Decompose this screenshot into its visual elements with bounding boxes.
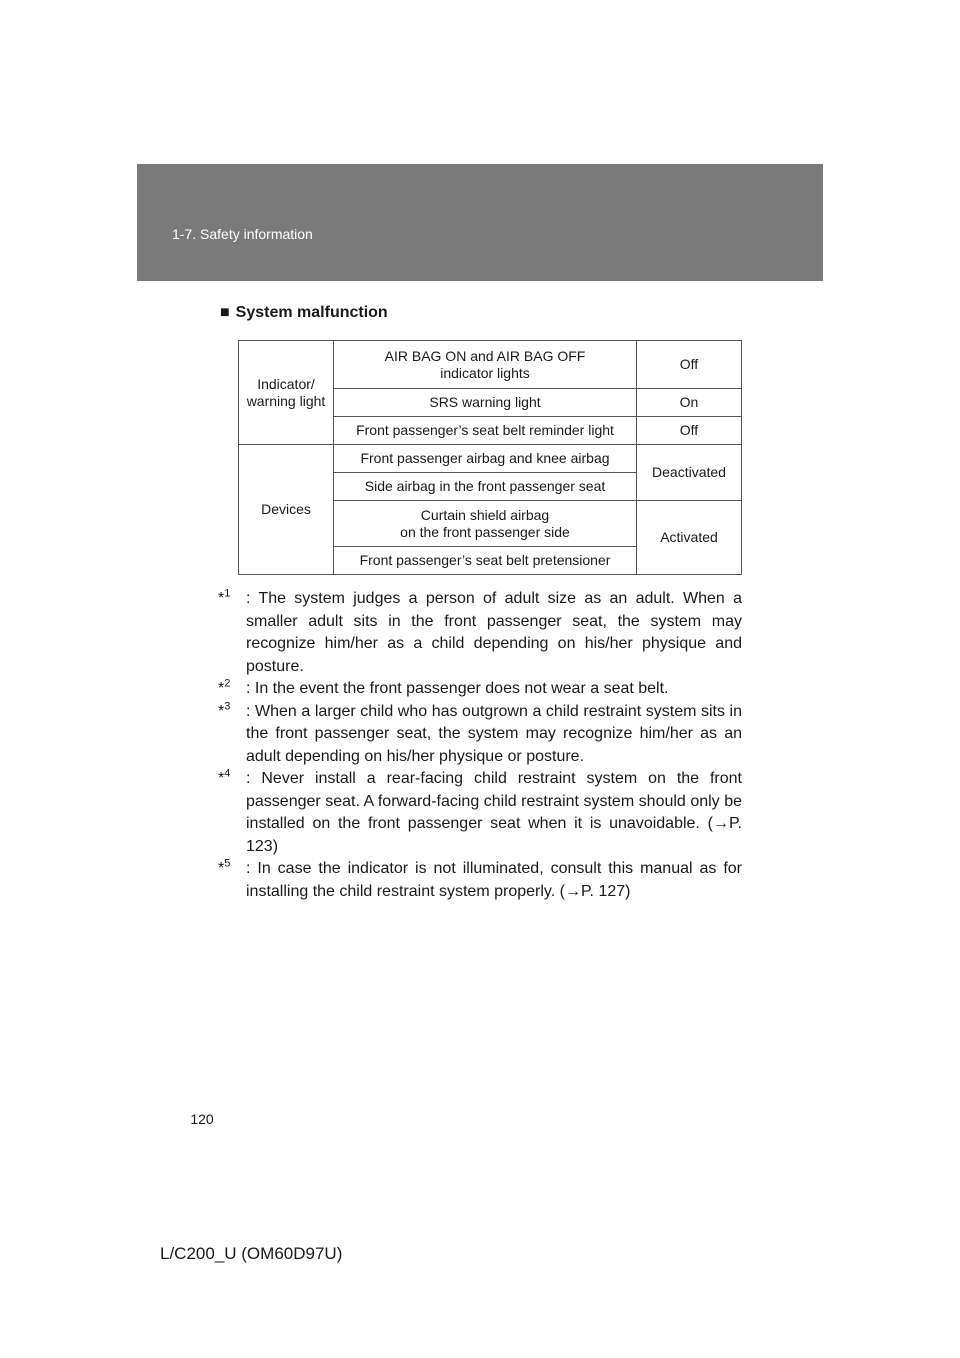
group-cell-indicator: Indicator/ warning light: [239, 341, 334, 445]
item-cell: Front passenger’s seat belt pretensioner: [334, 547, 637, 575]
item-cell: Front passenger airbag and knee airbag: [334, 445, 637, 473]
page-number: 120: [190, 1111, 214, 1127]
state-cell: Deactivated: [637, 445, 742, 501]
section-title: 1-7. Safety information: [172, 226, 313, 242]
footnote-4: *$^4$ : Never install a rear-facing child restraint system on the front passenger seat. A forward-facing child restraint system should only be installed on the front passenger seat when it is unavoidable. (→P. 123): [218, 767, 742, 855]
item-cell: Front passenger’s seat belt reminder light: [334, 417, 637, 445]
footnote-1: *$^1$ : The system judges a person of adult size as an adult. When a smaller adult sits in the front passenger seat, the system may recognize him/her as a child depending on his/her physique and posture.: [218, 587, 742, 675]
item-cell: AIR BAG ON and AIR BAG OFF indicator lights: [334, 341, 637, 389]
malfunction-table: [238, 340, 742, 575]
state-cell: On: [637, 389, 742, 417]
state-cell: Off: [637, 341, 742, 389]
footnote-2: *$^2$ : In the event the front passenger does not wear a seat belt.: [218, 677, 669, 697]
heading-bullet-icon: ■: [220, 304, 230, 321]
footnotes: [218, 588, 742, 903]
footnote-3: *$^3$ : When a larger child who has outgrown a child restraint system sits in the front passenger seat, the system may recognize him/her as an adult depending on his/her physique or posture.: [218, 700, 742, 765]
header-band: [137, 164, 823, 281]
document-code: L/C200_U (OM60D97U): [160, 1244, 343, 1263]
item-cell: Curtain shield airbag on the front passenger side: [334, 501, 637, 547]
state-cell: Activated: [637, 501, 742, 575]
section-heading: [220, 304, 388, 322]
footnote-5: *$^5$ : In case the indicator is not illuminated, consult this manual as for installing the child restraint system properly. (→P. 127): [218, 857, 742, 900]
item-cell: SRS warning light: [334, 389, 637, 417]
item-cell: Side airbag in the front passenger seat: [334, 473, 637, 501]
group-cell-devices: Devices: [239, 445, 334, 575]
heading-title: System malfunction: [235, 304, 388, 321]
state-cell: Off: [637, 417, 742, 445]
table-row: [239, 341, 742, 389]
table-row: [239, 445, 742, 473]
